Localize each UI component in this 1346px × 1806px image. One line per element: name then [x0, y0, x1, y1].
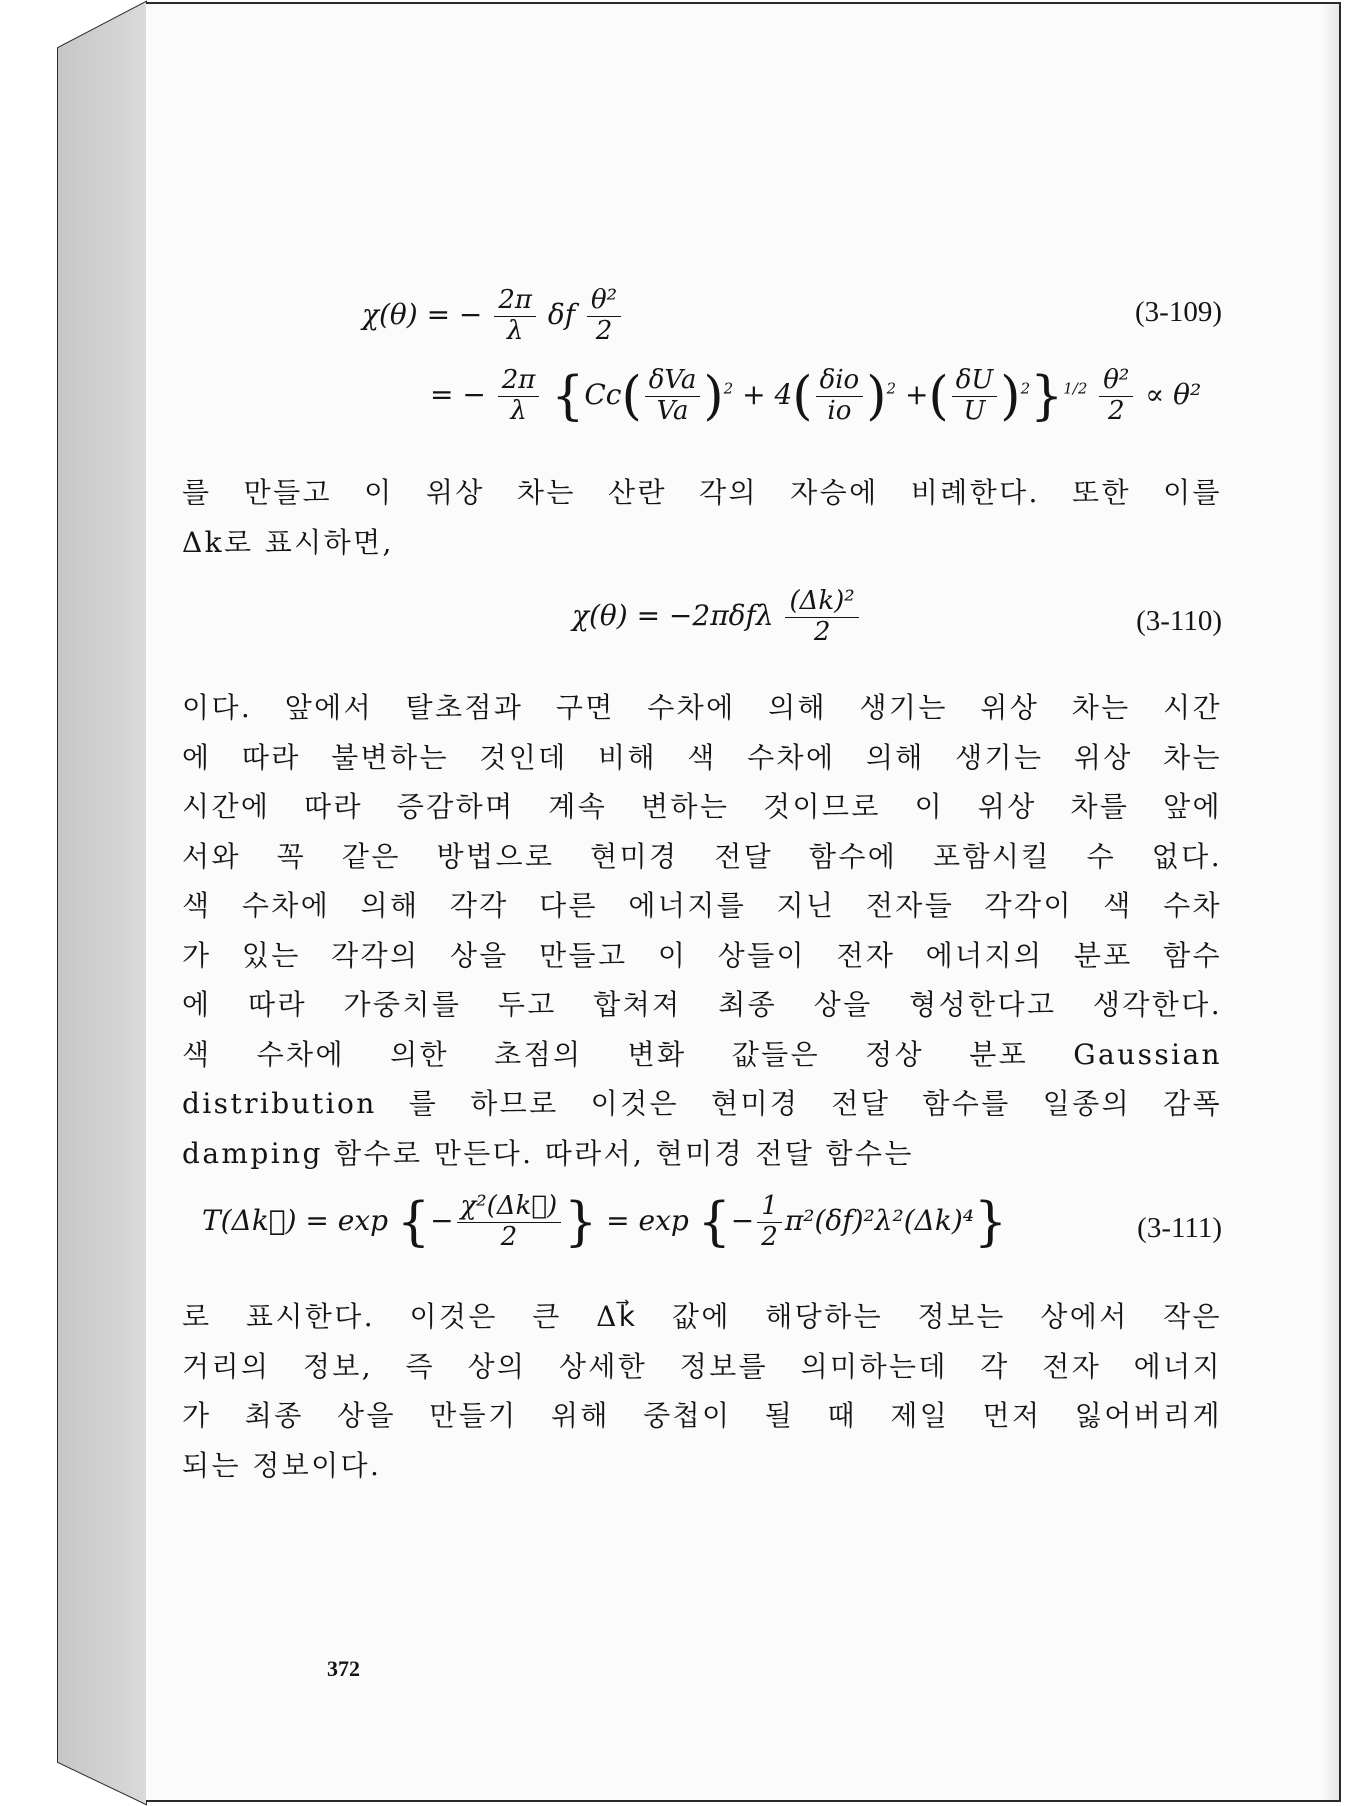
equation-number-3-111: (3-111) — [1137, 1212, 1222, 1244]
eq109-l2-frac-2pi: $\frac{2\pi}{\lambda}$ — [498, 366, 540, 427]
eq109-frac-du: $\frac{\delta U}{U}$ — [952, 366, 998, 427]
eq109-l2-eq: = − — [430, 377, 486, 411]
eq111-frac-half: $\frac{1}{2}$ — [757, 1192, 782, 1253]
right-brace: } — [973, 1192, 1008, 1253]
right-paren: ) — [1000, 366, 1021, 427]
page-shadow — [1321, 4, 1339, 1800]
paragraph-3 — [182, 1292, 1222, 1490]
equation-3-109-line1 — [182, 282, 1222, 360]
eq109-cc: Cc — [584, 377, 622, 411]
eq109-frac-2pi-lambda: $\frac{2\pi}{\lambda}$ — [494, 286, 536, 347]
text-line: 되는 정보이다. — [182, 1448, 382, 1482]
text-line: 색 수차에 의한 초점의 변화 값들은 정상 분포 Gaussian — [182, 1037, 1222, 1071]
equation-number-3-110: (3-110) — [1136, 605, 1222, 637]
left-brace: { — [396, 1192, 431, 1253]
left-paren: ( — [928, 366, 949, 427]
eq109-delta-f: δf — [547, 297, 576, 331]
text-line: damping 함수로 만든다. 따라서, 현미경 전달 함수는 — [182, 1136, 914, 1170]
eq109-exponent-half: 1/2 — [1063, 379, 1088, 398]
eq111-frac-chi: $\frac{\text{χ²(Δk⃗)}}{2}$ — [457, 1192, 562, 1253]
text-line: 이다. 앞에서 탈초점과 구면 수차에 의해 생기는 위상 차는 시간 — [182, 691, 1222, 724]
equation-3-111: T(Δk⃗) = exp {− $\frac{\text{χ²(Δk⃗)}}{2}$ } = exp {− $\frac{1}{2}$ π²(δf)²λ²(Δk)⁴} (3-111) — [202, 1191, 1222, 1253]
text-line: 를 만들고 이 위상 차는 산란 각의 자승에 비례한다. 또한 이를 — [182, 476, 1222, 509]
eq110-frac-dk2: $\frac{\text{(Δk)²}}{2}$ — [785, 587, 858, 648]
eq111-lhs: T(Δk⃗) = exp — [202, 1203, 389, 1237]
right-brace: } — [564, 1192, 598, 1253]
right-brace: } — [1030, 366, 1064, 427]
text-line: Δk로 표시하면, — [182, 525, 394, 559]
text-line: 시간에 따라 증감하며 계속 변하는 것이므로 이 위상 차를 앞에 — [182, 790, 1222, 823]
eq109-frac-theta2: $\frac{\text{θ²}}{2}$ — [587, 286, 621, 347]
left-paren: ( — [621, 366, 642, 427]
page-content — [182, 282, 1222, 1490]
text-line: 가 있는 각각의 상을 만들고 이 상들이 전자 에너지의 분포 함수 — [182, 938, 1222, 972]
eq109-frac-theta2b: $\frac{\text{θ²}}{2}$ — [1099, 366, 1133, 427]
right-paren: ) — [866, 366, 887, 427]
eq109-proportional: ∝ θ² — [1145, 377, 1202, 411]
page-number: 372 — [327, 1656, 360, 1681]
eq109-frac-dva: $\frac{\text{δVa}}{Va}$ — [645, 366, 701, 427]
text-line: 가 최종 상을 만들기 위해 중첩이 될 때 제일 먼저 잃어버리게 — [182, 1399, 1222, 1432]
right-paren: ) — [703, 366, 724, 427]
left-brace: { — [697, 1192, 731, 1253]
text-line: 거리의 정보, 즉 상의 상세한 정보를 의미하는데 각 전자 에너지 — [182, 1349, 1222, 1383]
paragraph-2 — [182, 683, 1222, 1178]
eq111-mid: = exp — [606, 1203, 689, 1237]
text-line: 에 따라 가중치를 두고 합쳐져 최종 상을 형성한다고 생각한다. — [182, 988, 1222, 1021]
equation-3-110 — [182, 581, 1222, 679]
eq110-lhs: χ(θ) = −2πδfλ — [572, 598, 774, 632]
text-line: 서와 꼭 같은 방법으로 현미경 전달 함수에 포함시킬 수 없다. — [182, 839, 1222, 873]
eq109-lhs: χ(θ) = − — [362, 297, 483, 331]
left-brace: { — [551, 366, 585, 427]
text-line: 색 수차에 의해 각각 다른 에너지를 지닌 전자들 각각이 색 수차 — [182, 889, 1222, 922]
eq109-plus4: + 4 — [742, 377, 793, 411]
text-line: 에 따라 불변하는 것인데 비해 색 수차에 의해 생기는 위상 차는 — [182, 740, 1222, 774]
equation-3-109-line2: = − $\frac{2\pi}{\lambda}$ {Cc( $\frac{\text{δVa}}{Va}$ )$^2$ + 4( $\frac{\text{δio}}{io}$ )$^2$ +( $\frac{\delta U}{U}$ )$^2$}$^{1/2}$ $\frac{\text{θ²}}{2}$ ∝ θ² — [430, 365, 1202, 427]
equation-number-3-109: (3-109) — [1135, 296, 1222, 328]
eq109-plus: + — [904, 377, 929, 411]
text-line: distribution 를 하므로 이것은 현미경 전달 함수를 일종의 감폭 — [182, 1087, 1222, 1120]
eq111-tail: π²(δf)²λ²(Δk)⁴ — [784, 1203, 974, 1237]
text-line: 로 표시한다. 이것은 큰 Δk⃗ 값에 해당하는 정보는 상에서 작은 — [182, 1300, 1222, 1333]
left-paren: ( — [792, 366, 813, 427]
eq109-frac-dio: $\frac{\text{δio}}{io}$ — [816, 366, 864, 427]
paragraph-1 — [182, 468, 1222, 567]
